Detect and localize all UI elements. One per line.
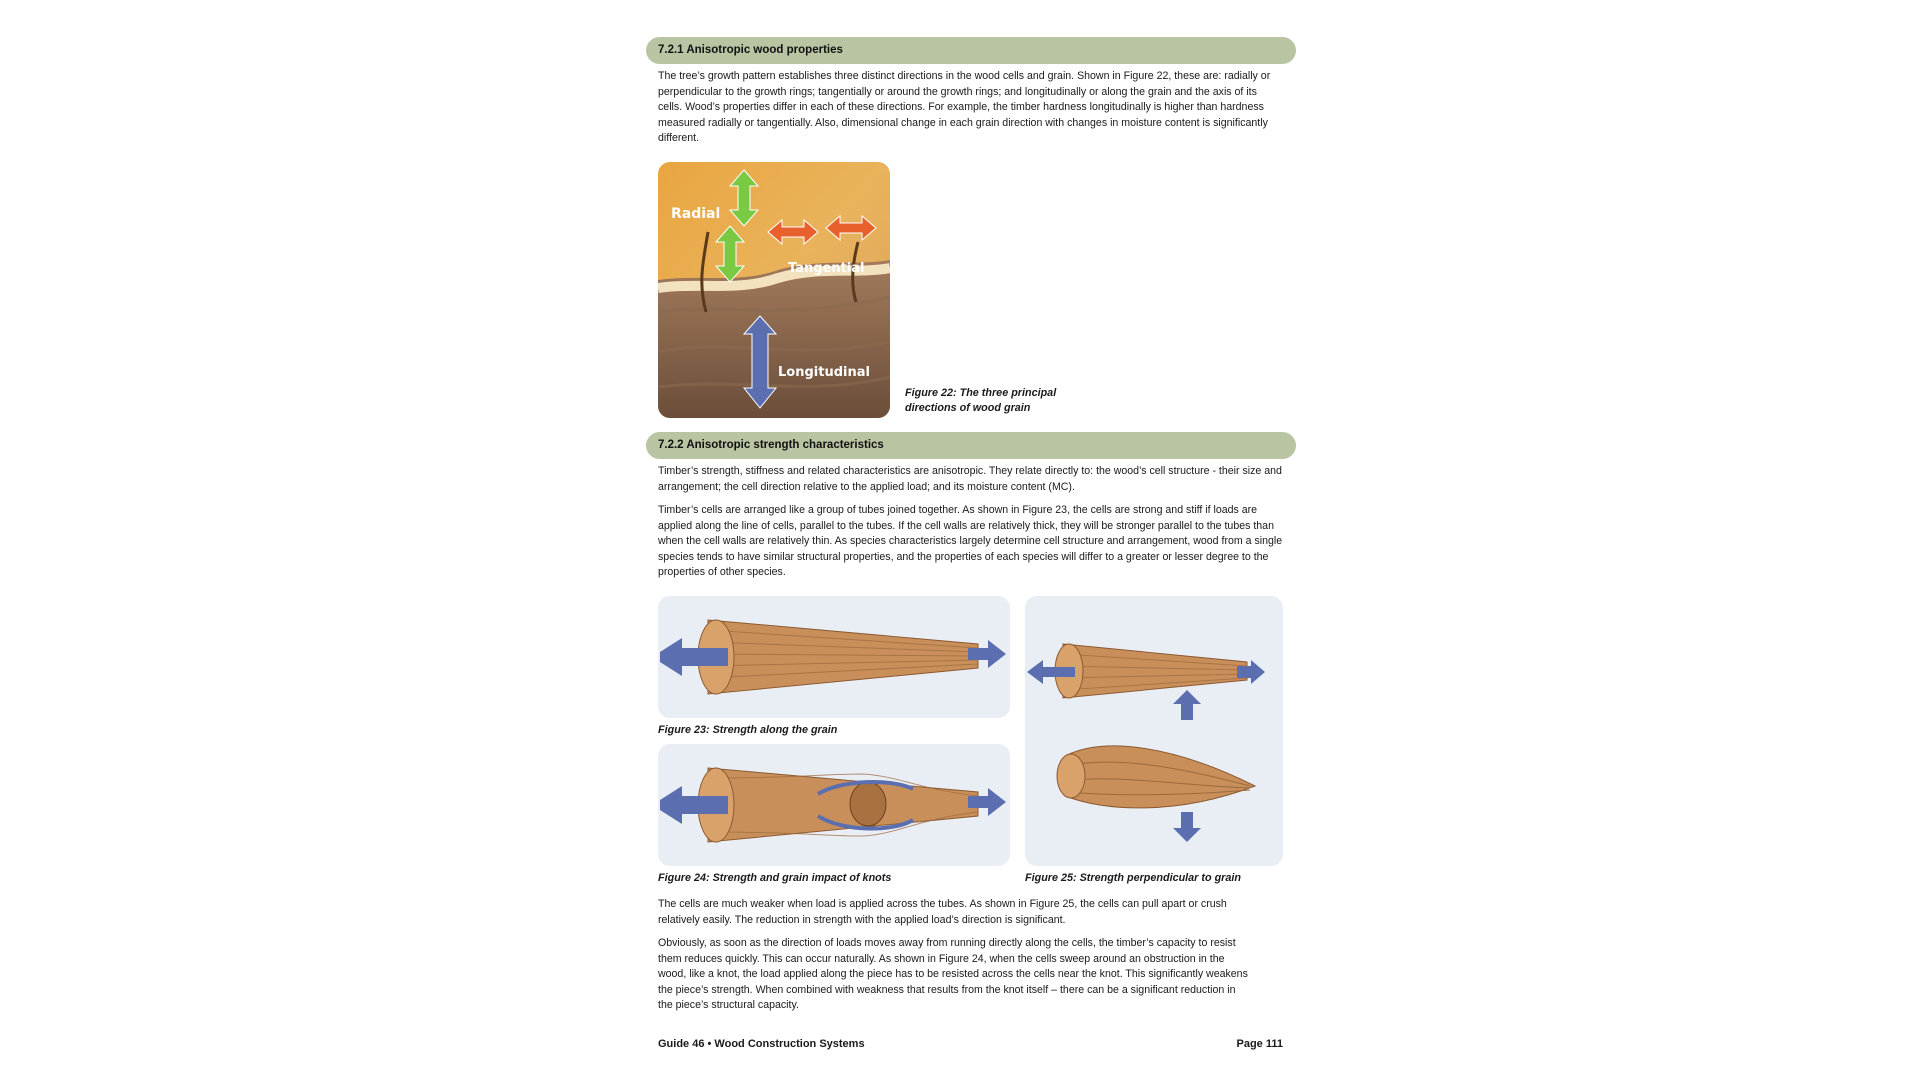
section-heading-7-2-1: 7.2.1 Anisotropic wood properties: [646, 37, 1296, 64]
section-7-2-2-paragraph-2: Timber’s cells are arranged like a group of tubes joined together. As shown in Figure 23, the cells are strong and stiff if loads are applied along the line of cells, parallel to the tubes. If the cell walls are relatively thick, they will be stronger parallel to the tubes than when the cell walls are relatively thin. As species characteristics largely determine cell structure and arrangement, wood from a single species tends to have similar structural properties, and the properties of each species will differ to a greater or lesser degree to the properties of other species.: [658, 504, 1283, 579]
knot: [850, 782, 886, 826]
up-arrow-icon: [1173, 690, 1201, 720]
document-page: [640, 28, 1300, 1068]
figure-24-panel: [658, 744, 1010, 866]
section-7-2-2-paragraph-4: Obviously, as soon as the direction of loads moves away from running directly along the cells, the timber’s capacity to resist them reduces quickly. This can occur naturally. As shown in Figure 24, when the cells sweep around an obstruction in the wood, like a knot, the load applied along the piece has to be resisted across the cells near the knot. This significantly weakens the piece’s strength. When combined with weakness that results from the knot itself – there can be a significant reduction in the piece’s structural capacity.: [658, 937, 1248, 1012]
radial-label: Radial: [671, 206, 721, 222]
knot-in-grain-illustration: [658, 744, 1010, 866]
section-heading-7-2-2: 7.2.2 Anisotropic strength characteristics: [646, 432, 1296, 459]
wood-grain-directions-illustration: [658, 162, 890, 418]
tangential-label: Tangential: [788, 261, 865, 276]
longitudinal-label: Longitudinal: [778, 365, 870, 380]
footer-guide-title: Guide 46 • Wood Construction Systems: [658, 1038, 865, 1050]
figure-22-caption-line-2: directions of wood grain: [905, 402, 1031, 414]
figure-22-photo: [658, 162, 890, 418]
section-7-2-1-paragraph: The tree’s growth pattern establishes three distinct directions in the wood cells and grain. Shown in Figure 22, these are: radially or perpendicular to the growth rings; tangentially or around the growth rings; and longitudinally or along the grain and the axis of its cells. Wood’s properties differ in each of these directions. For example, the timber hardness longitudinally is higher than hardness measured radially or tangentially. Also, dimensional change in each grain direction with changes in moisture content is significantly different.: [658, 70, 1271, 145]
perpendicular-load-illustration: [1025, 596, 1283, 866]
figure-25-panel: [1025, 596, 1283, 866]
figure-24-caption: Figure 24: Strength and grain impact of knots: [658, 872, 892, 884]
figure-23-caption: Figure 23: Strength along the grain: [658, 724, 838, 736]
section-7-2-2-paragraph-3: The cells are much weaker when load is applied across the tubes. As shown in Figure 25, the cells can pull apart or crush relatively easily. The reduction in strength with the applied load’s direction is significant.: [658, 898, 1227, 926]
figure-25-caption: Figure 25: Strength perpendicular to grain: [1025, 872, 1241, 884]
figure-22-caption-line-1: Figure 22: The three principal: [905, 387, 1057, 399]
section-7-2-2-paragraph-1: Timber’s strength, stiffness and related characteristics are anisotropic. They relate directly to: the wood’s cell structure - their size and arrangement; the cell direction relative to the applied load; and its moisture content (MC).: [658, 465, 1282, 493]
footer-page-number: Page 111: [1236, 1038, 1283, 1050]
figure-23-panel: [658, 596, 1010, 718]
fiber-bundle-tension-illustration: [658, 596, 1010, 718]
down-arrow-icon: [1173, 812, 1201, 842]
